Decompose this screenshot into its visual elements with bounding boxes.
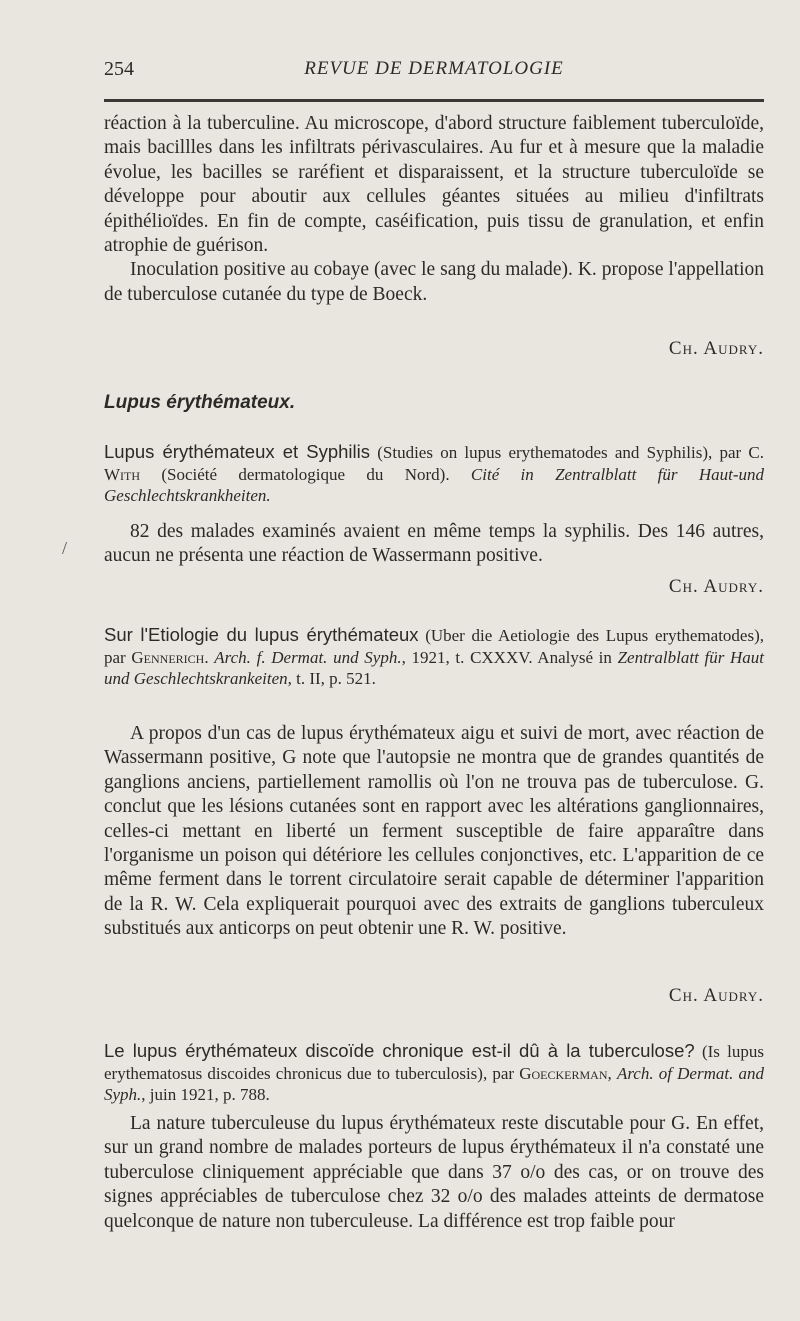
intro-signature: Ch. Audry.: [668, 338, 764, 359]
article-3-header: [104, 1040, 764, 1106]
section-heading: Lupus érythémateux.: [104, 392, 296, 413]
article-2-journal: Arch. f. Dermat. und Syph.: [214, 647, 402, 667]
article-1-author: C. With: [104, 443, 764, 484]
intro-paragraph-1: réaction à la tuberculine. Au microscope, d'abord structure faiblement tuberculoïde, mais bacillles dans les infiltrats périvasculaires. Au fur et à mesure que la maladie évolue, les bacilles se raréfient et disparaissent, et la structure tuberculoïde se développe pour aboutir aux cellules géantes situées au milieu d'infiltrats épithélioïdes. En fin de compte, caséification, puis tissu de granulation, et enfin atrophie de guérison.: [104, 113, 764, 257]
article-3-body: La nature tuberculeuse du lupus érythémateux reste discutable pour G. En effet, sur un grand nombre de malades porteurs de lupus érythémateux il n'a constaté une tuberculose cliniquement appréciable que dans 37 o/o des cas, or on trouve des signes appréciables de tuberculose chez 32 o/o des malades atteints de dermatose quelconque de nature non tuberculeuse. La différence est trop faible pour: [104, 1113, 764, 1232]
intro-block: [104, 112, 764, 307]
running-head: [104, 58, 764, 88]
article-1-citation-b: (Société dermatologique du Nord).: [140, 464, 471, 484]
article-2-title: Sur l'Etiologie du lupus érythémateux: [104, 624, 419, 645]
article-2-body: A propos d'un cas de lupus érythémateux aigu et suivi de mort, avec réaction de Wassermann positive, G note que l'autopsie ne montra que de grandes quantités de ganglions anciens, partiellement ramollis où l'on ne trouva pas de tuberculose. G. conclut que les lésions cutanées sont en rapport avec les altérations ganglionnaires, celles-ci mettant en liberté un ferment susceptible de faire apparaître dans l'organisme un poison qui détériore les cellules conjonctives, etc. L'apparition de ce même ferment dans le torrent circulatoire serait capable de déterminer l'apparition de la R. W. Cela expliquerait pourquoi avec des extraits de ganglions tuberculeux substitués aux anticorps on peut obtenir une R. W. positive.: [104, 723, 764, 940]
article-3-title: Le lupus érythémateux discoïde chronique est-il dû à la tuberculose?: [104, 1040, 695, 1061]
article-3-citation-a: (Is lupus erythematosus discoides chronicus due to tuberculosis), par: [104, 1042, 764, 1083]
article-2-citation-b: .: [204, 647, 215, 667]
page-number: 254: [104, 58, 134, 80]
article-2-citation-d: , t. II, p. 521.: [287, 669, 376, 688]
margin-mark: /: [62, 538, 68, 558]
article-2-author: Gennerich: [131, 647, 205, 667]
article-3-author: Goeckerman: [519, 1063, 608, 1083]
article-1-body: 82 des malades examinés avaient en même temps la syphilis. Des 146 autres, aucun ne présenta une réaction de Wassermann positive.: [104, 521, 764, 567]
article-1-signature: Ch. Audry.: [668, 576, 764, 597]
article-2-citation-a: (Uber die Aetiologie des Lupus erythematodes), par: [104, 626, 764, 667]
article-2-header: [104, 624, 764, 690]
article-2-signature: Ch. Audry.: [668, 985, 764, 1006]
article-1-title: Lupus érythémateux et Syphilis: [104, 441, 371, 462]
article-1-body-block: [104, 520, 764, 569]
article-1-citation-c: Cité in Zentralblatt für Haut-und Geschlechtskrankheiten.: [104, 464, 764, 505]
intro-paragraph-2: Inoculation positive au cobaye (avec le sang du malade). K. propose l'appellation de tuberculose cutanée du type de Boeck.: [104, 259, 764, 305]
article-2-citation-c: , 1921, t. CXXXV. Analysé in: [401, 647, 618, 667]
header-rule: [104, 99, 764, 102]
article-2-body-block: [104, 722, 764, 942]
article-3-body-block: [104, 1112, 764, 1234]
article-3-journal: Arch. of Dermat. and Syph.: [104, 1063, 764, 1104]
article-2-journal-2: Zentralblatt für Haut und Geschlechtskrankeiten: [104, 647, 764, 688]
article-1-header: [104, 441, 764, 507]
article-1-citation-a: (Studies on lupus erythematodes and Syphilis), par: [370, 443, 749, 462]
journal-title: REVUE DE DERMATOLOGIE: [304, 58, 564, 79]
article-3-citation-c: , juin 1921, p. 788.: [141, 1085, 270, 1104]
article-3-citation-b: ,: [607, 1063, 617, 1083]
